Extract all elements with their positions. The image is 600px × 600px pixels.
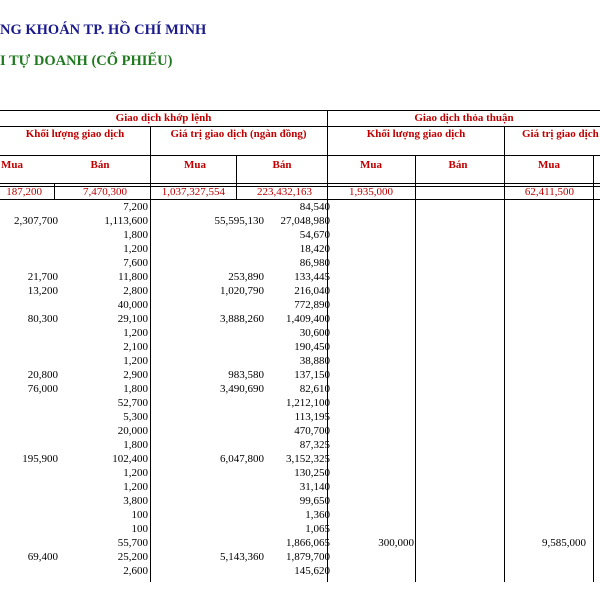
cell-matched-val-sell: 54,670 xyxy=(299,229,330,241)
cell-negotiated-vol-buy: 300,000 xyxy=(378,537,414,549)
cell-matched-val-sell: 31,140 xyxy=(299,481,330,493)
group-header-underline xyxy=(0,126,600,127)
cell-matched-val-sell: 1,879,700 xyxy=(286,551,330,563)
cell-matched-val-buy: 983,580 xyxy=(228,369,264,381)
column-header-underline xyxy=(0,183,600,184)
cell-matched-val-sell: 86,980 xyxy=(299,257,330,269)
cell-matched-vol-sell: 3,800 xyxy=(123,495,148,507)
cell-matched-vol-sell: 1,200 xyxy=(123,327,148,339)
table-row xyxy=(0,536,600,550)
cell-matched-val-sell: 1,866,065 xyxy=(286,537,330,549)
table-row xyxy=(0,326,600,340)
cell-matched-vol-sell: 52,700 xyxy=(117,397,148,409)
table-row xyxy=(0,396,600,410)
cell-matched-vol-sell: 2,600 xyxy=(123,565,148,577)
cell-matched-vol-buy: 2,307,700 xyxy=(14,215,58,227)
cell-matched-val-sell: 1,409,400 xyxy=(286,313,330,325)
negotiated-volume-header: Khối lượng giao dịch xyxy=(366,128,466,140)
cell-matched-vol-sell: 1,800 xyxy=(123,439,148,451)
cell-matched-vol-buy: 21,700 xyxy=(27,271,58,283)
cell-matched-vol-sell: 2,900 xyxy=(123,369,148,381)
table-row xyxy=(0,354,600,368)
cell-matched-vol-sell: 102,400 xyxy=(112,453,148,465)
col-header-negotiated-val-buy: Mua xyxy=(538,159,560,171)
cell-matched-val-sell: 82,610 xyxy=(299,383,330,395)
negotiated-value-header: Giá trị giao dịch xyxy=(522,128,599,140)
cell-matched-val-buy: 3,888,260 xyxy=(220,313,264,325)
table-row xyxy=(0,508,600,522)
table-row xyxy=(0,242,600,256)
cell-matched-vol-sell: 1,200 xyxy=(123,355,148,367)
table-row xyxy=(0,312,600,326)
cell-matched-vol-buy: 80,300 xyxy=(27,313,58,325)
cell-matched-val-buy: 253,890 xyxy=(228,271,264,283)
cell-matched-val-sell: 772,890 xyxy=(294,299,330,311)
cell-matched-vol-buy: 69,400 xyxy=(27,551,58,563)
cell-matched-vol-sell: 1,200 xyxy=(123,481,148,493)
matched-volume-header: Khối lượng giao dịch xyxy=(25,128,125,140)
col-header-matched-val-buy: Mua xyxy=(184,159,206,171)
cell-matched-vol-sell: 1,113,600 xyxy=(104,215,148,227)
table-row xyxy=(0,480,600,494)
report-title-line1: NG KHOÁN TP. HỒ CHÍ MINH xyxy=(0,22,207,38)
cell-matched-val-sell: 1,360 xyxy=(305,509,330,521)
cell-matched-vol-sell: 100 xyxy=(131,509,148,521)
cell-matched-val-sell: 130,250 xyxy=(294,467,330,479)
table-row xyxy=(0,214,600,228)
cell-matched-vol-sell: 1,200 xyxy=(123,467,148,479)
cell-matched-vol-buy: 195,900 xyxy=(22,453,58,465)
cell-matched-val-buy: 55,595,130 xyxy=(214,215,264,227)
cell-matched-vol-sell: 5,300 xyxy=(123,411,148,423)
cell-matched-val-sell: 113,195 xyxy=(294,411,330,423)
table-row xyxy=(0,270,600,284)
table-row xyxy=(0,438,600,452)
total-matched-vol-buy: 187,200 xyxy=(6,186,42,198)
cell-matched-vol-buy: 20,800 xyxy=(27,369,58,381)
matched-group-header: Giao dịch khớp lệnh xyxy=(115,112,212,124)
cell-matched-val-sell: 87,325 xyxy=(299,439,330,451)
total-matched-val-buy: 1,037,327,554 xyxy=(161,186,225,198)
cell-matched-vol-sell: 40,000 xyxy=(117,299,148,311)
table-row xyxy=(0,200,600,214)
cell-matched-val-sell: 84,540 xyxy=(299,201,330,213)
matched-value-header: Giá trị giao dịch (ngàn đồng) xyxy=(170,128,307,140)
table-row xyxy=(0,550,600,564)
cell-matched-val-sell: 27,048,980 xyxy=(280,215,330,227)
grid-line xyxy=(236,155,237,200)
cell-matched-vol-sell: 29,100 xyxy=(117,313,148,325)
table-top-border xyxy=(0,110,600,111)
cell-matched-val-sell: 145,620 xyxy=(294,565,330,577)
cell-matched-vol-sell: 2,100 xyxy=(123,341,148,353)
total-negotiated-val-buy: 62,411,500 xyxy=(524,186,574,198)
table-row xyxy=(0,494,600,508)
cell-matched-val-sell: 1,212,100 xyxy=(286,397,330,409)
cell-matched-vol-buy: 76,000 xyxy=(27,383,58,395)
grid-line xyxy=(54,183,55,200)
table-row xyxy=(0,466,600,480)
cell-matched-val-buy: 1,020,790 xyxy=(220,285,264,297)
col-header-matched-vol-sell: Bán xyxy=(90,159,110,171)
col-header-matched-vol-buy: Mua xyxy=(1,159,23,171)
cell-matched-vol-sell: 100 xyxy=(131,523,148,535)
cell-matched-val-sell: 30,600 xyxy=(299,327,330,339)
subheader-underline xyxy=(0,155,600,156)
col-header-matched-val-sell: Bán xyxy=(272,159,292,171)
cell-matched-val-buy: 3,490,690 xyxy=(220,383,264,395)
cell-matched-vol-sell: 2,800 xyxy=(123,285,148,297)
table-row xyxy=(0,410,600,424)
table-row xyxy=(0,382,600,396)
table-row xyxy=(0,298,600,312)
cell-matched-vol-sell: 1,800 xyxy=(123,229,148,241)
table-row xyxy=(0,228,600,242)
table-row xyxy=(0,452,600,466)
cell-matched-val-sell: 38,880 xyxy=(299,355,330,367)
cell-matched-vol-sell: 25,200 xyxy=(117,551,148,563)
cell-matched-val-sell: 133,445 xyxy=(294,271,330,283)
table-row xyxy=(0,424,600,438)
col-header-negotiated-vol-buy: Mua xyxy=(360,159,382,171)
cell-matched-vol-sell: 20,000 xyxy=(117,425,148,437)
total-negotiated-vol-buy: 1,935,000 xyxy=(349,186,393,198)
cell-matched-val-sell: 470,700 xyxy=(294,425,330,437)
cell-matched-val-sell: 137,150 xyxy=(294,369,330,381)
cell-matched-val-sell: 99,650 xyxy=(299,495,330,507)
table-row xyxy=(0,368,600,382)
cell-matched-val-sell: 3,152,325 xyxy=(286,453,330,465)
cell-matched-vol-sell: 7,600 xyxy=(123,257,148,269)
negotiated-group-header: Giao dịch thỏa thuận xyxy=(414,112,514,124)
cell-matched-val-sell: 190,450 xyxy=(294,341,330,353)
table-row xyxy=(0,256,600,270)
cell-matched-val-buy: 5,143,360 xyxy=(220,551,264,563)
table-row xyxy=(0,284,600,298)
col-header-negotiated-vol-sell: Bán xyxy=(448,159,468,171)
cell-matched-vol-sell: 11,800 xyxy=(118,271,148,283)
cell-matched-vol-sell: 1,800 xyxy=(123,383,148,395)
cell-matched-val-sell: 18,420 xyxy=(299,243,330,255)
total-matched-val-sell: 223,432,163 xyxy=(257,186,312,198)
report-title-line2: I TỰ DOANH (CỔ PHIẾU) xyxy=(0,53,173,69)
cell-matched-vol-sell: 1,200 xyxy=(123,243,148,255)
cell-matched-val-sell: 1,065 xyxy=(305,523,330,535)
cell-matched-val-sell: 216,040 xyxy=(294,285,330,297)
cell-matched-vol-buy: 13,200 xyxy=(27,285,58,297)
table-row xyxy=(0,340,600,354)
table-row xyxy=(0,564,600,578)
cell-negotiated-val-buy: 9,585,000 xyxy=(542,537,586,549)
cell-matched-vol-sell: 7,200 xyxy=(123,201,148,213)
total-matched-vol-sell: 7,470,300 xyxy=(83,186,127,198)
cell-matched-vol-sell: 55,700 xyxy=(117,537,148,549)
cell-matched-val-buy: 6,047,800 xyxy=(220,453,264,465)
table-row xyxy=(0,522,600,536)
